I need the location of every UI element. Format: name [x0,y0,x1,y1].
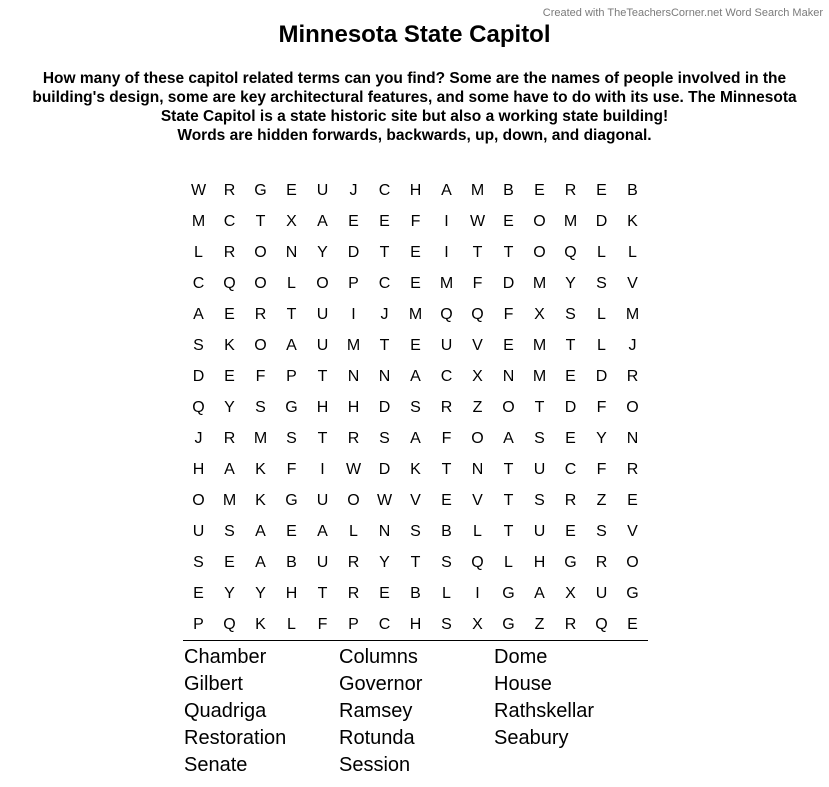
grid-cell[interactable]: C [378,275,391,292]
grid-cell[interactable]: N [471,461,484,478]
grid-cell[interactable]: O [502,399,515,416]
grid-cell[interactable]: E [565,523,576,540]
grid-cell[interactable]: U [440,337,453,354]
grid-row [183,423,648,454]
grid-cell[interactable]: A [224,461,235,478]
word-list-item: Dome [494,646,548,668]
grid-cell[interactable]: O [533,213,546,230]
grid-cell[interactable]: S [193,554,204,571]
grid-cell[interactable]: T [379,337,390,354]
grid-cell[interactable]: G [564,554,577,571]
grid-cell[interactable]: J [194,430,203,447]
grid-cell[interactable]: E [565,430,576,447]
grid-cell[interactable]: R [223,244,236,261]
grid-cell[interactable]: H [316,399,329,416]
grid-cell[interactable]: A [503,430,514,447]
word-list-item: Quadriga [184,700,267,722]
grid-cell[interactable]: G [254,182,267,199]
grid-cell[interactable]: J [380,306,389,323]
grid-cell[interactable]: C [223,213,236,230]
grid-cell[interactable]: A [317,523,328,540]
word-list-item: Gilbert [184,673,243,695]
grid-cell[interactable]: A [410,430,421,447]
grid-cell[interactable]: Q [223,616,236,633]
grid-cell[interactable]: S [224,523,235,540]
grid-cell[interactable]: C [378,182,391,199]
word-list-item: Session [339,754,411,776]
grid-cell[interactable]: E [441,492,452,509]
grid-cell[interactable]: T [503,244,514,261]
grid-cell[interactable]: G [285,399,298,416]
grid-cell[interactable]: F [596,399,607,416]
grid-cell[interactable]: F [503,306,514,323]
grid-cell[interactable]: S [379,430,390,447]
grid-cell[interactable]: E [596,182,607,199]
grid-cell[interactable]: C [440,368,453,385]
grid-cell[interactable]: N [285,244,298,261]
credit-text: Created with TheTeachersCorner.net Word Search Maker [542,7,823,19]
grid-cell[interactable]: W [345,461,362,478]
grid-cell[interactable]: I [475,585,480,602]
grid-cell[interactable]: U [595,585,608,602]
grid-cell[interactable]: R [564,616,577,633]
grid-cell[interactable]: M [346,337,361,354]
grid-cell[interactable]: B [410,585,421,602]
grid-cell[interactable]: N [626,430,639,447]
grid-cell[interactable]: T [317,368,328,385]
grid-cell[interactable]: H [192,461,205,478]
grid-cell[interactable]: P [193,616,204,633]
grid-cell[interactable]: Z [596,492,607,509]
grid-cell[interactable]: B [503,182,514,199]
grid-cell[interactable]: N [378,368,391,385]
grid-row [183,268,648,299]
grid-cell[interactable]: T [441,461,452,478]
grid-cell[interactable]: E [503,337,514,354]
grid-cell[interactable]: Q [564,244,577,261]
grid-row [183,330,648,361]
grid-cell[interactable]: L [504,554,513,571]
word-list-item: Restoration [184,727,287,749]
grid-cell[interactable]: E [410,244,421,261]
grid-cell[interactable]: F [596,461,607,478]
grid-cell[interactable]: T [317,430,328,447]
grid-cell[interactable]: M [532,337,547,354]
grid-cell[interactable]: V [472,492,483,509]
grid-cell[interactable]: K [255,492,266,509]
grid-cell[interactable]: O [471,430,484,447]
grid-cell[interactable]: K [224,337,235,354]
grid-cell[interactable]: K [627,213,638,230]
grid-cell[interactable]: P [286,368,297,385]
grid-cell[interactable]: E [224,554,235,571]
grid-cell[interactable]: L [473,523,482,540]
grid-cell[interactable]: Y [255,585,266,602]
grid-row [183,299,648,330]
grid-cell[interactable]: K [255,461,266,478]
grid-cell[interactable]: M [222,492,237,509]
grid-cell[interactable]: M [625,306,640,323]
grid-row [183,361,648,392]
word-list-item: Governor [339,673,423,695]
grid-row [183,485,648,516]
grid-cell[interactable]: A [534,585,545,602]
grid-cell[interactable]: D [378,461,391,478]
grid-cell[interactable]: T [410,554,421,571]
grid-cell[interactable]: K [410,461,421,478]
grid-cell[interactable]: Z [534,616,545,633]
grid-cell[interactable]: E [627,492,638,509]
grid-cell[interactable]: S [441,554,452,571]
grid-cell[interactable]: Y [224,585,235,602]
grid-row [183,578,648,609]
grid-cell[interactable]: S [534,492,545,509]
grid-cell[interactable]: U [316,337,329,354]
grid-cell[interactable]: I [444,213,449,230]
grid-cell[interactable]: E [534,182,545,199]
grid-cell[interactable]: R [626,368,639,385]
word-list-item: Chamber [184,646,267,668]
grid-cell[interactable]: R [254,306,267,323]
grid-cell[interactable]: E [286,523,297,540]
grid-cell[interactable]: X [534,306,545,323]
grid-cell[interactable]: T [534,399,545,416]
word-list [184,644,654,779]
word-list-item: Senate [184,754,248,776]
grid-cell[interactable]: V [472,337,483,354]
grid-cell[interactable]: O [347,492,360,509]
grid-cell[interactable]: L [597,337,606,354]
word-list-item: Rotunda [339,727,415,749]
grid-cell[interactable]: D [378,399,391,416]
word-search-grid [183,175,648,640]
grid-cell[interactable]: N [378,523,391,540]
grid-cell[interactable]: Y [224,399,235,416]
grid-cell[interactable]: R [223,182,236,199]
grid-cell[interactable]: T [472,244,483,261]
grid-cell[interactable]: C [378,616,391,633]
grid-cell[interactable]: S [596,275,607,292]
grid-cell[interactable]: A [255,523,266,540]
grid-cell[interactable]: A [193,306,204,323]
grid-cell[interactable]: Y [565,275,576,292]
grid-cell[interactable]: M [563,213,578,230]
instructions [12,69,817,145]
grid-cell[interactable]: H [409,616,422,633]
grid-cell[interactable]: C [192,275,205,292]
grid-cell[interactable]: O [192,492,205,509]
word-list-item: Columns [339,646,418,668]
grid-cell[interactable]: Y [596,430,607,447]
grid-row [183,206,648,237]
grid-cell[interactable]: W [469,213,486,230]
grid-cell[interactable]: O [316,275,329,292]
divider [183,640,648,641]
grid-cell[interactable]: F [410,213,421,230]
grid-cell[interactable]: E [410,337,421,354]
word-list-item: Ramsey [339,700,413,722]
grid-cell[interactable]: L [628,244,637,261]
grid-cell[interactable]: B [627,182,638,199]
grid-cell[interactable]: C [564,461,577,478]
grid-cell[interactable]: W [190,182,207,199]
grid-cell[interactable]: S [286,430,297,447]
grid-cell[interactable]: S [193,337,204,354]
instructions-paragraph: How many of these capitol related terms can you find? Some are the names of people involved in the building's design, some are key architectural features, and some have to do with its use. The Minnesota State Capitol is a state historic site but also a working state building! [32,70,797,125]
grid-cell[interactable]: D [192,368,205,385]
grid-cell[interactable]: T [379,244,390,261]
grid-cell[interactable]: J [628,337,637,354]
grid-cell[interactable]: M [439,275,454,292]
grid-cell[interactable]: A [441,182,452,199]
grid-cell[interactable]: F [441,430,452,447]
grid-cell[interactable]: X [472,368,483,385]
grid-cell[interactable]: L [442,585,451,602]
grid-cell[interactable]: I [444,244,449,261]
grid-cell[interactable]: U [316,554,329,571]
grid-cell[interactable]: R [564,492,577,509]
grid-cell[interactable]: F [255,368,266,385]
grid-cell[interactable]: A [410,368,421,385]
grid-cell[interactable]: Q [471,554,484,571]
grid-cell[interactable]: H [285,585,298,602]
grid-cell[interactable]: E [565,368,576,385]
grid-cell[interactable]: E [348,213,359,230]
grid-row [183,516,648,547]
grid-cell[interactable]: M [532,368,547,385]
grid-cell[interactable]: J [349,182,358,199]
grid-cell[interactable]: W [376,492,393,509]
grid-cell[interactable]: Q [192,399,205,416]
grid-cell[interactable]: D [564,399,577,416]
grid-cell[interactable]: A [255,554,266,571]
grid-cell[interactable]: Q [471,306,484,323]
word-list-item: House [494,673,552,695]
grid-cell[interactable]: A [317,213,328,230]
grid-row [183,392,648,423]
grid-cell[interactable]: I [320,461,325,478]
grid-cell[interactable]: M [408,306,423,323]
grid-cell[interactable]: S [534,430,545,447]
grid-cell[interactable]: G [626,585,639,602]
grid-cell[interactable]: S [596,523,607,540]
grid-cell[interactable]: E [224,368,235,385]
grid-row [183,547,648,578]
grid-cell[interactable]: Z [472,399,483,416]
grid-cell[interactable]: M [470,182,485,199]
grid-cell[interactable]: S [441,616,452,633]
grid-cell[interactable]: G [502,616,515,633]
grid-cell[interactable]: S [410,399,421,416]
grid-cell[interactable]: D [595,368,608,385]
grid-cell[interactable]: V [627,523,638,540]
grid-cell[interactable]: H [347,399,360,416]
grid-cell[interactable]: N [347,368,360,385]
page-title: Minnesota State Capitol [278,21,551,48]
grid-cell[interactable]: R [564,182,577,199]
grid-cell[interactable]: L [287,616,296,633]
grid-cell[interactable]: A [286,337,297,354]
grid-cell[interactable]: T [503,492,514,509]
grid-cell[interactable]: E [193,585,204,602]
grid-cell[interactable]: X [472,616,483,633]
grid-cell[interactable]: R [626,461,639,478]
grid-cell[interactable]: G [285,492,298,509]
grid-cell[interactable]: P [348,616,359,633]
grid-cell[interactable]: T [255,213,266,230]
grid-cell[interactable]: D [502,275,515,292]
grid-cell[interactable]: E [379,213,390,230]
grid-cell[interactable]: L [597,244,606,261]
grid-cell[interactable]: U [533,523,546,540]
grid-cell[interactable]: X [565,585,576,602]
grid-cell[interactable]: H [533,554,546,571]
grid-cell[interactable]: V [627,275,638,292]
grid-cell[interactable]: O [254,244,267,261]
grid-cell[interactable]: S [565,306,576,323]
grid-cell[interactable]: H [409,182,422,199]
grid-cell[interactable]: U [533,461,546,478]
grid-cell[interactable]: Q [595,616,608,633]
word-list-item: Seabury [494,727,569,749]
instructions-directions: Words are hidden forwards, backwards, up, down, and diagonal. [177,127,652,144]
grid-cell[interactable]: L [349,523,358,540]
grid-cell[interactable]: R [223,430,236,447]
grid-cell[interactable]: B [286,554,297,571]
grid-cell[interactable]: T [565,337,576,354]
grid-cell[interactable]: L [597,306,606,323]
grid-row [183,175,648,206]
grid-cell[interactable]: E [286,182,297,199]
grid-cell[interactable]: F [472,275,483,292]
grid-cell[interactable]: L [194,244,203,261]
grid-cell[interactable]: T [286,306,297,323]
grid-cell[interactable]: M [532,275,547,292]
grid-cell[interactable]: S [255,399,266,416]
grid-cell[interactable]: E [410,275,421,292]
grid-cell[interactable]: R [347,554,360,571]
grid-cell[interactable]: F [286,461,297,478]
grid-cell[interactable]: I [351,306,356,323]
grid-cell[interactable]: K [255,616,266,633]
grid-cell[interactable]: M [253,430,268,447]
grid-cell[interactable]: E [379,585,390,602]
grid-cell[interactable]: G [502,585,515,602]
grid-cell[interactable]: Q [440,306,453,323]
grid-cell[interactable]: U [316,492,329,509]
grid-cell[interactable]: T [503,461,514,478]
grid-cell[interactable]: O [533,244,546,261]
grid-cell[interactable]: V [410,492,421,509]
word-list-item: Rathskellar [494,700,595,722]
grid-row [183,454,648,485]
grid-cell[interactable]: O [626,399,639,416]
grid-cell[interactable]: O [626,554,639,571]
grid-cell[interactable]: R [595,554,608,571]
grid-cell[interactable]: S [410,523,421,540]
grid-cell[interactable]: X [286,213,297,230]
grid-cell[interactable]: E [627,616,638,633]
grid-cell[interactable]: D [595,213,608,230]
grid-cell[interactable]: N [502,368,515,385]
grid-cell[interactable]: D [347,244,360,261]
grid-cell[interactable]: O [254,275,267,292]
grid-cell[interactable]: R [347,430,360,447]
grid-cell[interactable]: Q [223,275,236,292]
grid-cell[interactable]: R [347,585,360,602]
grid-cell[interactable]: F [317,616,328,633]
grid-cell[interactable]: E [224,306,235,323]
grid-cell[interactable]: T [317,585,328,602]
grid-row [183,237,648,268]
grid-cell[interactable]: M [191,213,206,230]
grid-cell[interactable]: Y [317,244,328,261]
grid-cell[interactable]: B [441,523,452,540]
grid-cell[interactable]: U [316,306,329,323]
grid-cell[interactable]: T [503,523,514,540]
grid-cell[interactable]: P [348,275,359,292]
grid-cell[interactable]: U [316,182,329,199]
grid-cell[interactable]: O [254,337,267,354]
grid-cell[interactable]: E [503,213,514,230]
grid-cell[interactable]: U [192,523,205,540]
grid-cell[interactable]: Y [379,554,390,571]
grid-cell[interactable]: R [440,399,453,416]
grid-row [183,609,648,640]
grid-cell[interactable]: L [287,275,296,292]
